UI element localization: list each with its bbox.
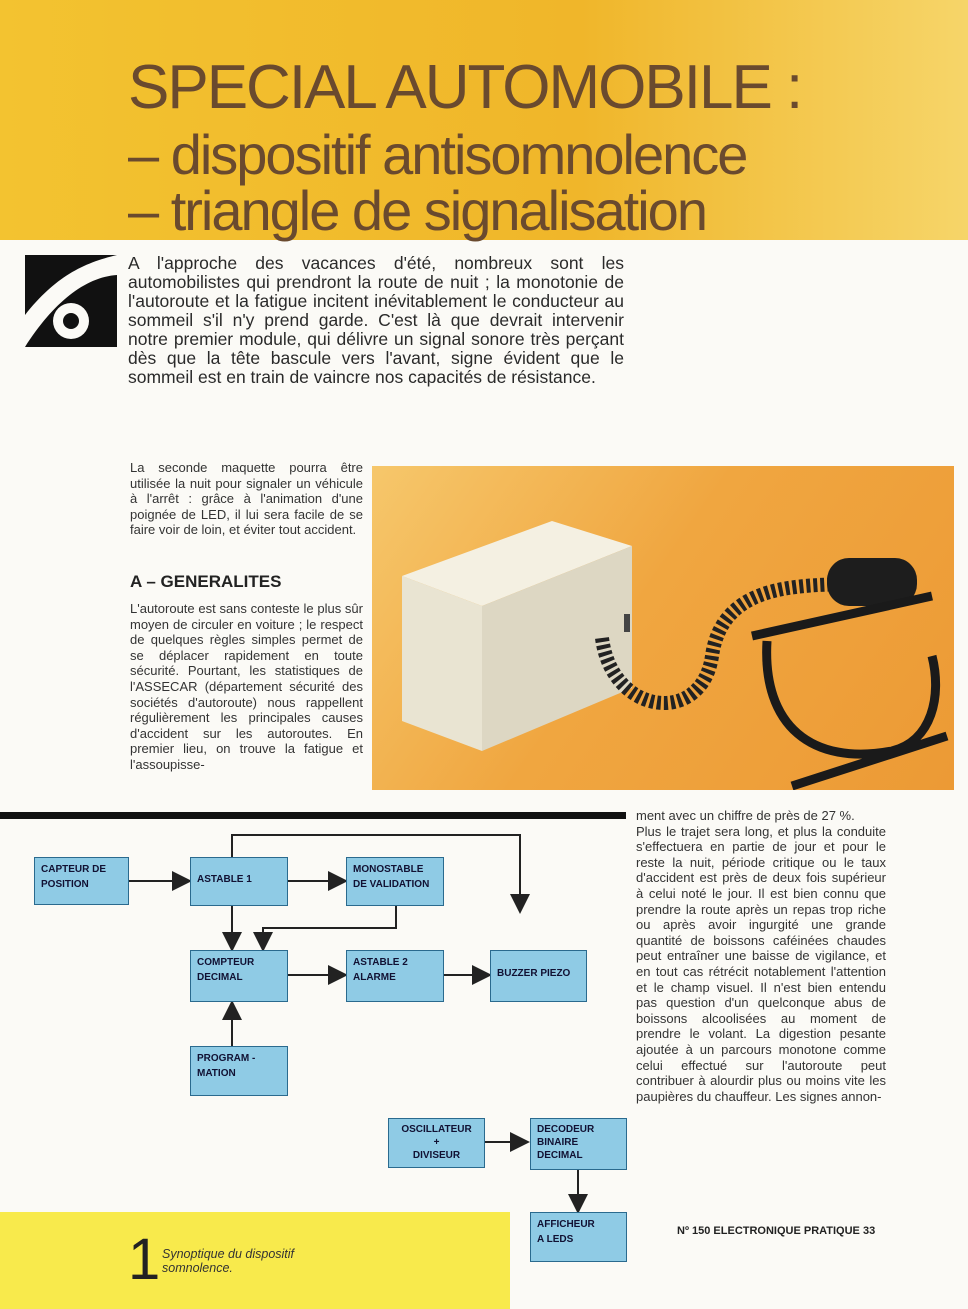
block-label: +	[433, 1137, 440, 1148]
block-label: A LEDS	[537, 1234, 574, 1245]
block-programmation	[190, 1046, 288, 1096]
column1-paragraph1: La seconde maquette pourra être utilisée la nuit pour signaler un véhicule à l'arrêt : grâce à l'animation d'une poignée de LED, il lui sera facile de se faire voir de loin, et éviter tout accident.	[130, 460, 363, 538]
block-label: ALARME	[353, 972, 396, 983]
block-label: MONOSTABLE	[353, 864, 424, 875]
block-decodeur	[530, 1118, 627, 1170]
block-label: BINAIRE	[537, 1137, 579, 1148]
block-label: DE VALIDATION	[353, 879, 430, 890]
column2-paragraph1: ment avec un chiffre de près de 27 %.	[636, 808, 855, 823]
block-label: COMPTEUR	[197, 957, 255, 968]
block-label: DECODEUR	[537, 1124, 595, 1135]
block-compteur-decimal	[190, 950, 288, 1002]
block-astable-2	[346, 950, 444, 1002]
figure-number: 1	[128, 1227, 161, 1292]
block-label: ASTABLE 2	[353, 957, 408, 968]
section-heading: A – GENERALITES	[130, 572, 282, 591]
article-title: SPECIAL AUTOMOBILE :	[128, 53, 802, 122]
block-label: ASTABLE 1	[197, 874, 252, 885]
block-label: PROGRAM -	[197, 1053, 256, 1064]
column1-paragraph2: L'autoroute est sans conteste le plus sûr moyen de circuler en voiture ; le respect de quelques règles simples permet de se déplacer rapidement en toute sécurité. Pourtant, les statistiques de l'ASSECAR (département sécurité des sociétés d'autoroute) nous rappellent régulièrement les principales causes d'accident sur les autoroutes. En premier lieu, on trouve la fatigue et l'assoupisse-	[130, 601, 363, 772]
block-buzzer-piezo	[490, 950, 587, 1002]
block-label: DECIMAL	[197, 972, 243, 983]
block-label: CAPTEUR DE	[41, 864, 107, 875]
page-folio: Nº 150 ELECTRONIQUE PRATIQUE 33	[677, 1225, 876, 1237]
column2-paragraph2: Plus le trajet sera long, et plus la conduite s'effectuera en partie de jour et pour le reste la nuit, période critique ou le taux d'accident est près de deux fois supérieur à celui noté le jour. Il est bien connu que prendre la route après un repas trop riche ou après avoir ingurgité une grande quantité de boissons caféinées chaudes peut entraîner une baisse de vigilance, et en tout cas rétrécit notablement l'attention et le champ visuel. Il n'est bien entendu pas question d'un quelconque abus de boissons alcoolisées au moment de prendre le volant. La digestion pesante ajoutée à un parcours monotone comme celui effectué sur l'autoroute peut contribuer à alourdir plus ou moins vite les paupières du chauffeur. Les signes annon-	[636, 823, 886, 1104]
block-label: MATION	[197, 1068, 236, 1079]
block-label: OSCILLATEUR	[401, 1124, 472, 1135]
block-label: DECIMAL	[537, 1150, 583, 1161]
block-label: DIVISEUR	[412, 1150, 461, 1161]
block-label: POSITION	[41, 879, 89, 890]
article-subtitle-2: – triangle de signalisation	[128, 179, 706, 242]
block-label: BUZZER PIEZO	[497, 968, 571, 979]
block-astable-1	[190, 857, 288, 906]
block-afficheur-leds	[530, 1212, 627, 1262]
article-subtitle-1: – dispositif antisomnolence	[128, 123, 747, 186]
intro-paragraph: A l'approche des vacances d'été, nombreux sont les automobilistes qui prendront la route de nuit ; la monotonie de l'autoroute et la fatigue incitent inévitablement le conducteur au sommeil s'il n'y prend garde. C'est là que devrait intervenir notre premier module, qui délivre un signal sonore très perçant dès que la tête bascule vers l'avant, signe évident que le sommeil est en train de vaincre nos capacités de résistance.	[128, 253, 624, 387]
block-oscillateur-diviseur	[388, 1118, 485, 1168]
block-label: AFFICHEUR	[537, 1219, 595, 1230]
block-capteur-position	[34, 857, 129, 905]
block-monostable	[346, 857, 444, 906]
figure-caption: Synoptique du dispositif somnolence.	[162, 1247, 295, 1275]
